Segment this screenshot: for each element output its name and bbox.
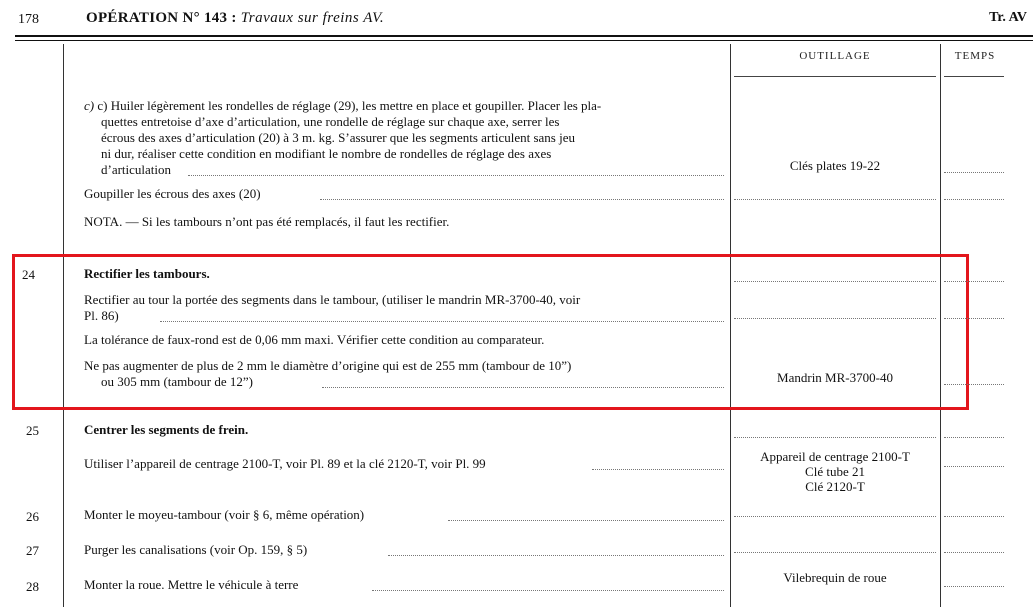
page-number: 178 bbox=[18, 12, 39, 27]
header-rule bbox=[15, 35, 1033, 37]
step-24-p3-line1: Ne pas augmenter de plus de 2 mm le diamètre d’origine qui est de 255 mm (tambour de 10”) bbox=[84, 358, 572, 373]
outillage-header: OUTILLAGE bbox=[799, 50, 871, 62]
section-c-line-1: c) c) Huiler légèrement les rondelles de réglage (29), les mettre en place et goupiller. Placer les pla- bbox=[84, 98, 602, 113]
step-number-24: 24 bbox=[22, 267, 35, 282]
step-27-text: Purger les canalisations (voir Op. 159, § 5) bbox=[84, 542, 308, 557]
temps-leader bbox=[944, 516, 1004, 517]
dot-leader bbox=[160, 321, 724, 322]
step-24-p2: La tolérance de faux-rond est de 0,06 mm maxi. Vérifier cette condition au comparateur. bbox=[84, 332, 545, 347]
temps-leader bbox=[944, 586, 1004, 587]
dot-leader bbox=[188, 175, 724, 176]
step-number-26: 26 bbox=[26, 509, 39, 524]
outillage-leader bbox=[734, 516, 936, 517]
section-c-line-4: ni dur, réaliser cette condition en modifiant le nombre de rondelles de réglage des axes bbox=[101, 146, 552, 161]
tool-cle-tube: Clé tube 21 bbox=[805, 464, 865, 479]
temps-leader bbox=[944, 199, 1004, 200]
dot-leader bbox=[320, 199, 724, 200]
temps-leader bbox=[944, 552, 1004, 553]
dot-leader bbox=[592, 469, 724, 470]
step-24-p1-line2: Pl. 86) bbox=[84, 308, 119, 323]
temps-leader bbox=[944, 384, 1004, 385]
temps-leader bbox=[944, 281, 1004, 282]
tool-mandrin: Mandrin MR-3700-40 bbox=[777, 370, 893, 385]
temps-leader bbox=[944, 466, 1004, 467]
dot-leader bbox=[322, 387, 724, 388]
dot-leader bbox=[372, 590, 724, 591]
outillage-leader bbox=[734, 552, 936, 553]
step-26-text: Monter le moyeu-tambour (voir § 6, même opération) bbox=[84, 507, 365, 522]
dot-leader bbox=[388, 555, 724, 556]
outillage-header-rule bbox=[734, 76, 936, 77]
outillage-leader bbox=[734, 318, 936, 319]
dot-leader bbox=[448, 520, 724, 521]
tool-vilebrequin: Vilebrequin de roue bbox=[783, 570, 887, 585]
section-c-line-2: quettes entretoise d’axe d’articulation, une rondelle de réglage sur chaque axe, serrer les bbox=[101, 114, 560, 129]
step-number-27: 27 bbox=[26, 543, 39, 558]
outillage-leader bbox=[734, 437, 936, 438]
outillage-leader bbox=[734, 199, 936, 200]
section-c-line-5: d’articulation bbox=[101, 162, 172, 177]
operation-subtitle: Travaux sur freins AV. bbox=[240, 10, 385, 26]
temps-header: TEMPS bbox=[954, 50, 996, 62]
step-28-text: Monter la roue. Mettre le véhicule à terre bbox=[84, 577, 299, 592]
step-24-title: Rectifier les tambours. bbox=[84, 266, 210, 281]
section-c-line-3: écrous des axes d’articulation (20) à 3 m. kg. S’assurer que les segments articulent sans jeu bbox=[101, 130, 575, 145]
goupiller-text: Goupiller les écrous des axes (20) bbox=[84, 186, 261, 201]
tool-cles-plates: Clés plates 19-22 bbox=[789, 158, 881, 173]
tool-appareil-centrage: Appareil de centrage 2100-T bbox=[760, 449, 910, 464]
outillage-leader bbox=[734, 281, 936, 282]
temps-leader bbox=[944, 172, 1004, 173]
nota-text: NOTA. — Si les tambours n’ont pas été remplacés, il faut les rectifier. bbox=[84, 214, 450, 229]
operation-label: OPÉRATION N° 143 : bbox=[86, 10, 237, 26]
tool-cle-2120: Clé 2120-T bbox=[805, 479, 865, 494]
page-title bbox=[86, 10, 384, 27]
temps-leader bbox=[944, 318, 1004, 319]
header-rule-thin bbox=[15, 40, 1033, 41]
step-25-title: Centrer les segments de frein. bbox=[84, 422, 249, 437]
step-number-28: 28 bbox=[26, 579, 39, 594]
section-code: Tr. AV bbox=[989, 10, 1027, 25]
step-number-25: 25 bbox=[26, 423, 39, 438]
step-24-p3-line2: ou 305 mm (tambour de 12”) bbox=[101, 374, 253, 389]
step-25-text: Utiliser l’appareil de centrage 2100-T, voir Pl. 89 et la clé 2120-T, voir Pl. 99 bbox=[84, 456, 486, 471]
temps-header-rule bbox=[944, 76, 1004, 77]
temps-leader bbox=[944, 437, 1004, 438]
step-24-p1-line1: Rectifier au tour la portée des segments dans le tambour, (utiliser le mandrin MR-3700-40, voir bbox=[84, 292, 581, 307]
